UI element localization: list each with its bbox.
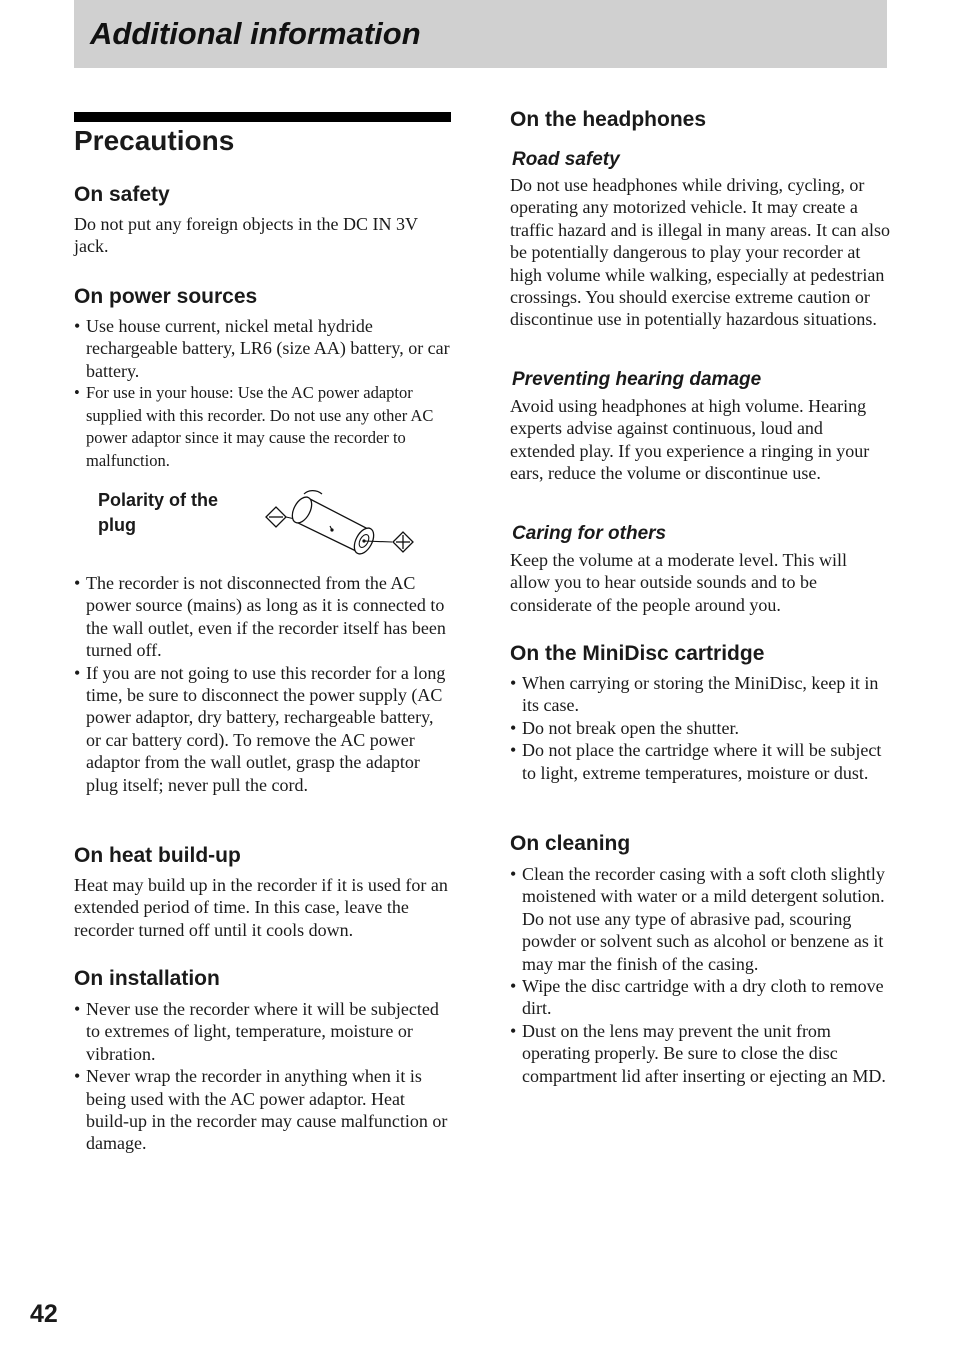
heading-on-the-headphones: On the headphones (510, 108, 707, 131)
list-item: • The recorder is not disconnected from the AC power source (mains) as long as it is connected to the wall outlet, even if the recorder itself has been turned off. (74, 572, 452, 662)
installation-list (74, 998, 452, 1155)
header-band (74, 0, 887, 68)
power-list (74, 315, 452, 472)
list-item: • Never use the recorder where it will be subjected to extremes of light, temperature, moisture or vibration. (74, 998, 452, 1065)
heading-on-the-minidisc-cartridge: On the MiniDisc cartridge (510, 642, 765, 665)
list-item: • If you are not going to use this recorder for a long time, be sure to disconnect the power supply (AC power adaptor, dry battery, rechargeable battery, or car battery cord). To remove the AC power adaptor from the wall outlet, grasp the adaptor plug itself; never pull the cord. (74, 662, 452, 796)
heading-preventing-hearing-damage: Preventing hearing damage (512, 369, 762, 390)
heading-on-power-sources: On power sources (74, 285, 258, 308)
minidisc-list (510, 672, 888, 784)
plug-polarity-icon (250, 486, 420, 558)
heading-on-cleaning: On cleaning (510, 832, 631, 855)
hearing-damage-text: Avoid using headphones at high volume. Hearing experts advise against continuous, loud and extended play. If you experience a ringing in your ears, reduce the volume or discontinue use. (510, 396, 870, 484)
list-item: • Wipe the disc cartridge with a dry cloth to remove dirt. (510, 975, 888, 1020)
list-item: • Dust on the lens may prevent the unit from operating properly. Be sure to close the disc compartment lid after inserting or ejecting an MD. (510, 1020, 888, 1087)
page-header-title: Additional information (90, 16, 421, 51)
heading-on-heat-build-up: On heat build-up (74, 844, 241, 867)
section-title: Precautions (74, 125, 235, 156)
diagram-label: Polarity of the plug (98, 490, 219, 535)
plug-polarity-diagram (74, 486, 452, 558)
heading-on-safety: On safety (74, 183, 170, 206)
list-item: • Never wrap the recorder in anything when it is being used with the AC power adaptor. Heat build-up in the recorder may cause malfunction or damage. (74, 1065, 452, 1155)
list-item: • Clean the recorder casing with a soft cloth slightly moistened with water or a mild detergent solution. Do not use any type of abrasive pad, scouring powder or solvent such as alcohol or benzene as it may mar the finish of the casing. (510, 863, 888, 975)
list-item: • Do not place the cartridge where it will be subject to light, extreme temperatures, moisture or dust. (510, 739, 888, 784)
list-item: • Use house current, nickel metal hydride rechargeable battery, LR6 (size AA) battery, or car battery. (74, 315, 452, 382)
road-safety-text: Do not use headphones while driving, cycling, or operating any motorized vehicle. It may create a traffic hazard and is illegal in many areas. It can also be potentially dangerous to play your recorder at high volume while walking, especially at pedestrian crossings. You should exercise extreme caution or discontinue use in potentially hazardous situations. (510, 175, 891, 330)
heat-text: Heat may build up in the recorder if it is used for an extended period of time. In this case, leave the recorder turned off until it cools down. (74, 875, 448, 940)
page-number: 42 (30, 1300, 58, 1328)
section-rule (74, 112, 451, 122)
list-item: • Do not break open the shutter. (510, 717, 888, 739)
cleaning-list (510, 863, 888, 1087)
caring-for-others-text: Keep the volume at a moderate level. This will allow you to hear outside sounds and to be considerate of the people around you. (510, 550, 848, 615)
heading-caring-for-others: Caring for others (512, 523, 667, 544)
safety-text: Do not put any foreign objects in the DC IN 3V jack. (74, 214, 418, 257)
power-list-continued (74, 572, 452, 796)
list-item: • When carrying or storing the MiniDisc, keep it in its case. (510, 672, 888, 717)
heading-road-safety: Road safety (512, 149, 620, 170)
list-item: • For use in your house: Use the AC power adaptor supplied with this recorder. Do not use any other AC power adaptor since it may cause the recorder to malfunction. (74, 382, 452, 472)
heading-on-installation: On installation (74, 967, 220, 990)
